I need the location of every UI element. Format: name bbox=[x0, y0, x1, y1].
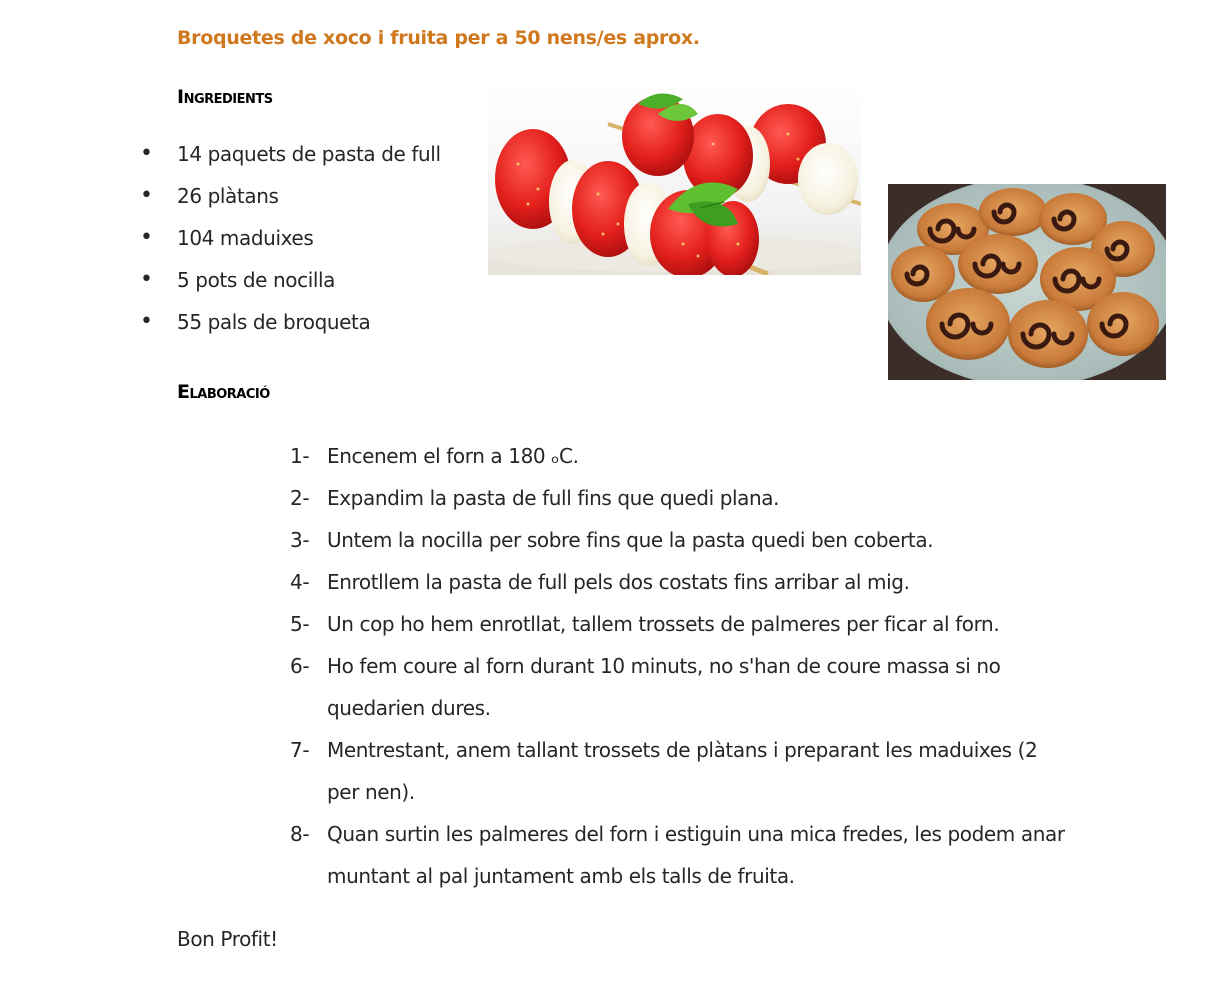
ingredient-text: 14 paquets de pasta de full bbox=[177, 142, 441, 166]
elaboration-heading: Elaboració bbox=[177, 381, 270, 403]
bullet-icon: • bbox=[140, 225, 153, 250]
list-item bbox=[290, 561, 1070, 603]
step-number: 8- bbox=[290, 822, 310, 846]
step-number: 5- bbox=[290, 612, 310, 636]
list-item bbox=[290, 477, 1070, 519]
recipe-title: Broquetes de xoco i fruita per a 50 nens/es aprox. bbox=[177, 27, 700, 49]
bullet-icon: • bbox=[140, 267, 153, 292]
ingredients-heading: Ingredients bbox=[177, 86, 273, 108]
step-text: Encenem el forn a 180 ₒC. bbox=[327, 444, 579, 468]
palmiers-illustration bbox=[888, 184, 1166, 380]
ingredient-text: 55 pals de broqueta bbox=[177, 310, 371, 334]
bullet-icon: • bbox=[140, 309, 153, 334]
closing-text: Bon Profit! bbox=[177, 927, 278, 951]
strawberry-skewer-image bbox=[488, 84, 861, 275]
step-number: 1- bbox=[290, 444, 310, 468]
list-item bbox=[290, 645, 1070, 729]
step-text: Enrotllem la pasta de full pels dos costats fins arribar al mig. bbox=[327, 570, 910, 594]
list-item bbox=[290, 729, 1070, 813]
step-text: Expandim la pasta de full fins que quedi plana. bbox=[327, 486, 780, 510]
steps-list bbox=[290, 435, 1070, 897]
ingredient-text: 26 plàtans bbox=[177, 184, 279, 208]
step-number: 3- bbox=[290, 528, 310, 552]
ingredient-text: 5 pots de nocilla bbox=[177, 268, 336, 292]
step-text: Untem la nocilla per sobre fins que la pasta quedi ben coberta. bbox=[327, 528, 934, 552]
list-item bbox=[290, 435, 1070, 477]
bullet-icon: • bbox=[140, 183, 153, 208]
palmiers-image bbox=[888, 184, 1166, 380]
step-number: 6- bbox=[290, 654, 310, 678]
list-item bbox=[290, 813, 1070, 897]
ingredient-text: 104 maduixes bbox=[177, 226, 314, 250]
step-text: Un cop ho hem enrotllat, tallem trossets de palmeres per ficar al forn. bbox=[327, 612, 1000, 636]
step-text: Mentrestant, anem tallant trossets de plàtans i preparant les maduixes (2 per nen). bbox=[327, 738, 1038, 804]
step-text: Ho fem coure al forn durant 10 minuts, no s'han de coure massa si no quedarien dures. bbox=[327, 654, 1001, 720]
step-number: 4- bbox=[290, 570, 310, 594]
list-item bbox=[290, 519, 1070, 561]
step-number: 2- bbox=[290, 486, 310, 510]
strawberry-skewer-illustration bbox=[488, 84, 861, 275]
step-number: 7- bbox=[290, 738, 310, 762]
list-item bbox=[290, 603, 1070, 645]
bullet-icon: • bbox=[140, 141, 153, 166]
step-text: Quan surtin les palmeres del forn i estiguin una mica fredes, les podem anar muntant al pal juntament amb els talls de fruita. bbox=[327, 822, 1065, 888]
